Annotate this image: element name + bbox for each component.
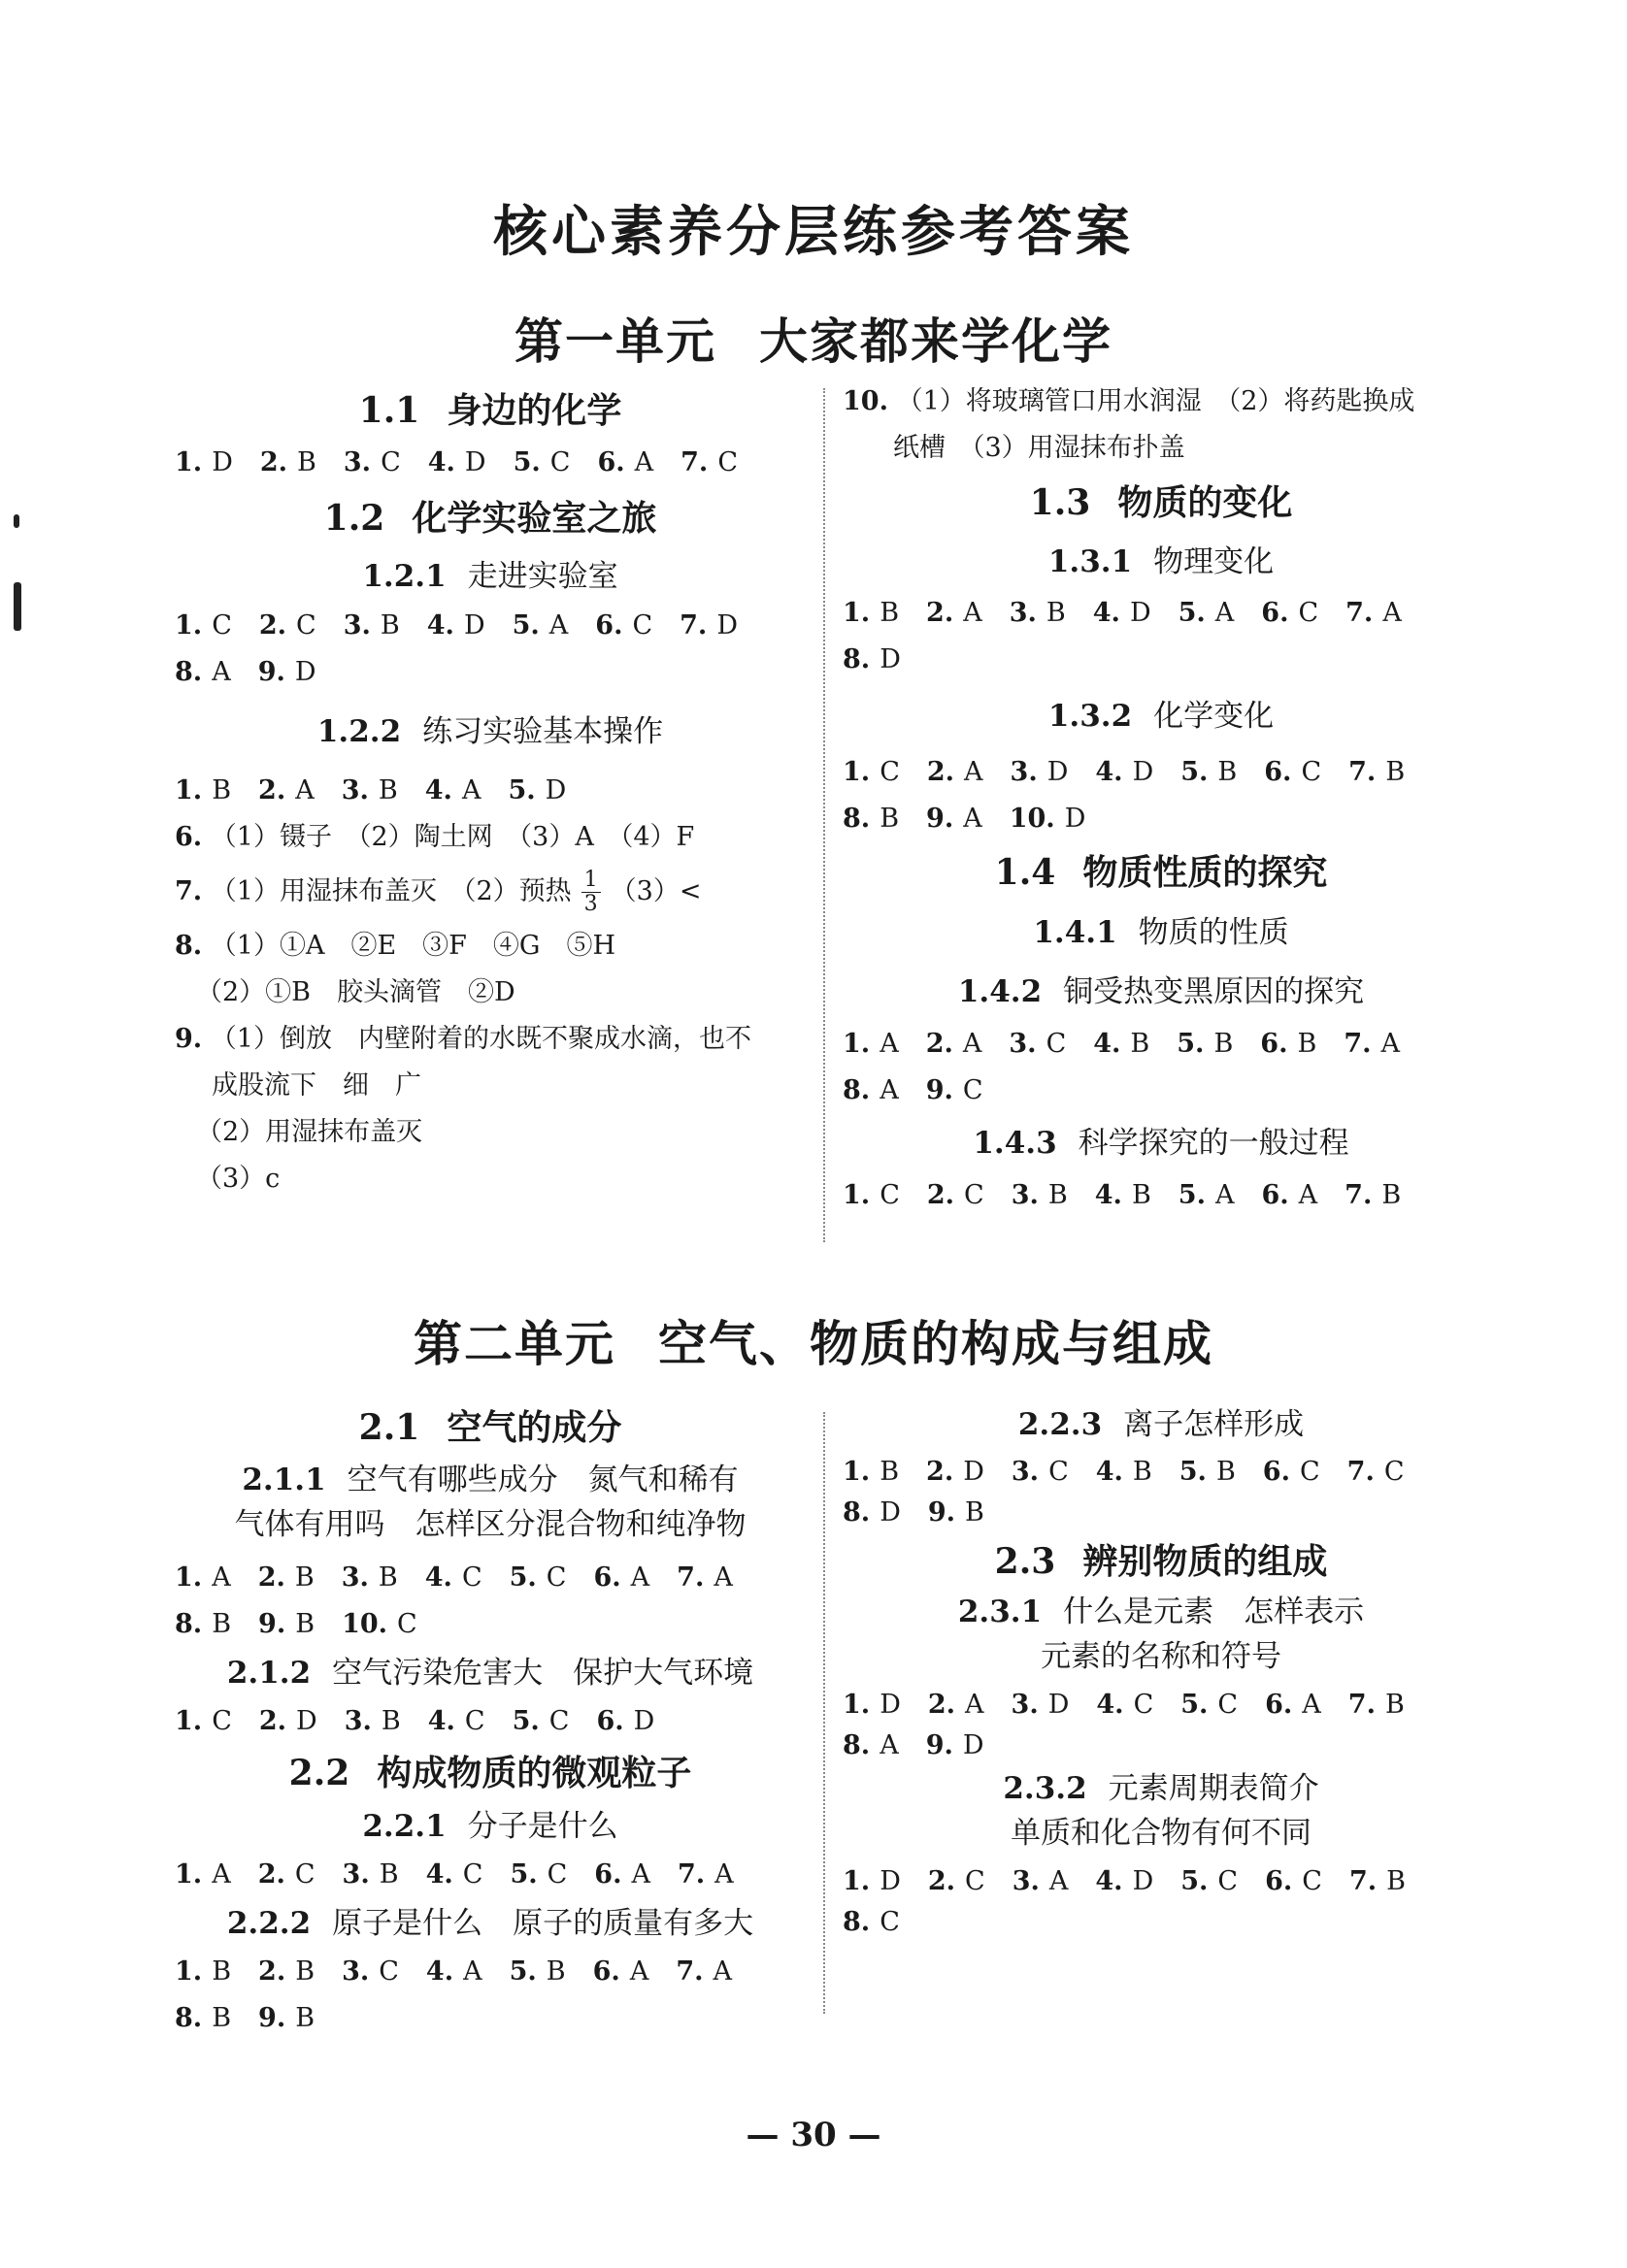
question-number: 3. [342,1956,370,1987]
answer-row [843,1021,1479,1068]
subsection-1-2-1-heading: 1.2.1 走进实验室 [362,559,618,594]
question-number: 2. [258,1956,286,1987]
answer-choice: C [212,1706,232,1736]
section-2-1-heading: 2.1 空气的成分 [358,1407,622,1448]
question-number: 8. [843,644,871,674]
answer-choice: D [963,1457,984,1487]
answer-choice: B [294,1562,315,1593]
answer-6: 6. （1）镊子 （2）陶土网 （3）A （4）F [175,822,695,852]
answer-choice: B [212,2003,232,2033]
question-number: 4. [1092,598,1120,628]
answer-choice: C [397,1609,417,1639]
question-number: 4. [427,447,455,477]
answer-choice: C [1133,1690,1154,1720]
question-number: 3. [1012,1866,1040,1896]
question-number: 1. [843,1866,871,1896]
unit-2-right-column [843,1397,1479,1943]
page-number: — 30 — [746,2116,881,2154]
question-number: 6. [1265,1690,1293,1720]
question-number: 6. [595,610,623,641]
question-number: 9. [257,657,285,687]
question-number: 5. [512,1706,540,1736]
question-number: 4. [426,610,454,641]
answer-9-line-2: 成股流下 细 广 [212,1070,421,1101]
answer-choice: A [963,598,982,628]
answer-choice: A [212,1859,231,1890]
answer-choice: B [1130,1029,1150,1059]
unit-1-name: 大家都来学化学 [759,312,1112,370]
answer-choice: D [1132,1866,1154,1896]
question-number: 9. [927,1497,956,1528]
question-number: 9. [258,1609,286,1639]
question-number: 4. [1095,1866,1123,1896]
answer-choice: C [880,1180,900,1210]
answer-10-line-2: 纸槽 （3）用湿抹布扑盖 [893,433,1185,463]
question-number: 1. [175,775,203,805]
answer-9-line-4: （3）c [196,1164,281,1194]
answer-choice: B [1131,1180,1151,1210]
answer-row [175,1601,806,1648]
question-number: 7. [677,1859,706,1890]
margin-mark [14,582,21,631]
answer-choice: B [1217,757,1238,787]
answer-choice: B [880,1457,900,1487]
question-number: 5. [1178,1180,1206,1210]
answer-choice: A [880,1029,899,1059]
question-number: 5. [510,1859,538,1890]
question-number: 8. [843,1730,871,1760]
question-number: 8. [843,1907,871,1937]
answer-choice: A [463,1956,482,1987]
page-number-value: 30 [790,2116,837,2154]
subsection-2-3-1-heading: 2.3.1 什么是元素 怎样表示 元素的名称和符号 [957,1594,1365,1674]
answer-choice: B [295,1609,315,1639]
answer-choice: A [880,1075,899,1105]
answer-choice: C [717,447,738,477]
question-number: 2. [257,1859,285,1890]
question-number: 6. [596,1706,624,1736]
answer-choice: B [880,598,900,628]
answer-choice: D [880,1690,901,1720]
unit-1-right-column [843,378,1479,1219]
answer-choice: D [1046,757,1069,787]
answer-choice: D [545,775,567,805]
answer-choice: D [464,447,486,477]
page-title: 核心素养分层练参考答案 [493,200,1134,264]
fraction: $\frac{1}{3}$ [581,869,601,916]
question-number: 5. [1180,757,1209,787]
answer-choice: A [634,447,654,477]
answer-choice: B [1297,1029,1317,1059]
question-number: 2. [926,757,955,787]
answer-choice: D [962,1730,984,1760]
question-number: 8. [843,804,871,834]
question-number: 1. [843,598,871,628]
question-number: 4. [1095,757,1123,787]
question-number: 3. [1011,1457,1040,1487]
answer-row [843,1452,1479,1493]
unit-2-left-column [175,1397,806,2042]
answer-choice: D [1064,804,1086,834]
answer-row [843,1685,1479,1726]
answer-choice: A [1302,1690,1321,1720]
answer-choice: B [1132,1457,1152,1487]
answer-choice: A [714,1859,734,1890]
question-number: 4. [1094,1180,1122,1210]
answer-choice: D [1132,757,1154,787]
question-number: 3. [1011,1690,1039,1720]
answer-choice: B [212,775,232,805]
answer-choice: B [295,1956,315,1987]
answer-choice: C [965,1866,985,1896]
answer-choice: C [1301,757,1322,787]
question-number: 5. [508,775,536,805]
question-number: 8. [175,657,203,687]
answer-choice: A [212,1562,231,1593]
question-number: 6. [1262,1457,1290,1487]
subsection-2-2-1-heading: 2.2.1 分子是什么 [362,1809,618,1844]
answer-choice: B [1046,598,1066,628]
answer-row [175,1949,806,1995]
answer-choice: D [880,1497,901,1528]
answer-choice: D [880,644,901,674]
question-number: 3. [1009,598,1037,628]
answer-choice: D [880,1866,901,1896]
question-number: 6. [1265,1866,1293,1896]
answer-choice: C [964,1180,984,1210]
answer-row [175,1995,806,2042]
question-number: 7. [676,1956,704,1987]
answer-choice: D [633,1706,655,1736]
answer-row [843,796,1479,842]
question-number: 7. [1346,1457,1375,1487]
answer-choice: A [1214,598,1235,628]
subsection-2-1-2-heading: 2.1.2 空气污染危害大 保护大气环境 [226,1656,754,1691]
unit-2-title [0,1305,1627,1375]
question-number: 2. [926,598,954,628]
question-number: 5. [1178,598,1206,628]
unit-1-number: 第一单元 [515,312,716,370]
answer-choice: D [1047,1690,1070,1720]
question-number: 1. [843,1457,871,1487]
answer-choice: B [212,1956,232,1987]
subsection-1-4-2-heading: 1.4.2 铜受热变黑原因的探究 [957,974,1365,1009]
subsection-1-3-1-heading: 1.3.1 物理变化 [1047,544,1275,579]
column-divider [823,1412,825,2014]
answer-choice: C [294,1859,315,1890]
answer-choice: C [1383,1457,1405,1487]
answer-choice: A [713,1956,733,1987]
question-number: 4. [427,1706,455,1736]
question-number: 1. [843,1690,871,1720]
question-number: 8. [175,1609,203,1639]
question-number: 2. [258,610,287,641]
question-number: 10. [342,1609,388,1639]
subsection-2-2-2-heading: 2.2.2 原子是什么 原子的质量有多大 [226,1906,754,1941]
answer-choice: A [631,1859,650,1890]
question-number: 4. [424,1562,452,1593]
answer-row [843,1493,1479,1533]
answer-8-line-2: （2）①B 胶头滴管 ②D [196,977,515,1007]
answer-choice: B [380,610,400,641]
question-number: 4. [1093,1029,1121,1059]
question-number: 3. [342,1859,370,1890]
answer-choice: B [378,1562,398,1593]
answer-choice: C [462,1859,483,1890]
question-number: 6. [593,1562,621,1593]
section-1-2-heading: 1.2 化学实验室之旅 [323,498,657,539]
question-number: 6. [594,1859,622,1890]
answer-choice: C [212,610,232,641]
question-number: 3. [341,1562,369,1593]
answer-choice: A [212,657,231,687]
section-2-2-heading: 2.2 构成物质的微观粒子 [288,1753,692,1793]
answer-choice: B [965,1497,984,1528]
question-number: 6. [597,447,625,477]
answer-row [843,637,1479,683]
answer-choice: C [1298,598,1319,628]
answer-9-line-3: （2）用湿抹布盖灭 [196,1117,423,1147]
answer-8: 8. （1）①A ②E ③F ④G ⑤H [175,931,616,961]
answer-choice: C [1299,1457,1320,1487]
question-number: 1. [175,1859,203,1890]
question-number: 1. [843,1180,871,1210]
question-number: 9. [925,1075,953,1105]
question-number: 3. [344,1706,372,1736]
question-number: 5. [513,447,541,477]
question-number: 7. [1345,1180,1373,1210]
answer-row [843,590,1479,637]
question-number: 3. [1009,1029,1037,1059]
answer-row [843,1902,1479,1943]
answer-choice: C [962,1075,983,1105]
answer-choice: C [880,1907,900,1937]
question-number: 4. [425,1956,454,1987]
answer-choice: B [546,1956,566,1987]
question-number: 5. [509,1956,537,1987]
question-number: 9. [925,1730,953,1760]
unit-1-left-column [175,383,806,1202]
answer-row [843,1172,1479,1219]
question-number: 1. [843,757,871,787]
answer-choice: A [548,610,569,641]
question-number: 2. [926,1457,954,1487]
question-number: 1. [175,447,203,477]
answer-choice: D [1129,598,1151,628]
question-number: 4. [425,1859,453,1890]
answer-choice: A [1298,1180,1318,1210]
question-number: 2. [927,1866,956,1896]
answer-choice: B [381,1706,401,1736]
answer-choice: A [880,1730,899,1760]
question-number: 7. [680,610,708,641]
question-number: 5. [509,1562,537,1593]
question-number: 2. [925,1029,953,1059]
question-number: 7. [681,447,709,477]
margin-mark [14,514,19,528]
question-number: 2. [258,1706,287,1736]
question-number: 3. [1011,1180,1039,1210]
unit-2-number: 第二单元 [414,1315,615,1372]
question-number: 4. [1096,1690,1124,1720]
question-number: 3. [343,447,372,477]
answer-choice: A [629,1956,649,1987]
answer-choice: A [963,804,982,834]
subsection-1-2-2-heading: 1.2.2 练习实验基本操作 [316,714,664,749]
section-1-3-heading: 1.3 物质的变化 [1029,482,1293,523]
answer-choice: A [965,1690,984,1720]
answer-choice: C [1048,1457,1069,1487]
answer-choice: B [212,1609,232,1639]
subsection-1-4-1-heading: 1.4.1 物质的性质 [1033,915,1289,950]
question-number: 8. [843,1075,871,1105]
question-number: 6. [1264,757,1292,787]
answer-choice: C [1302,1866,1322,1896]
answer-row [175,603,806,649]
question-number: 5. [1180,1866,1209,1896]
question-number: 5. [1180,1690,1209,1720]
answer-row [175,440,806,486]
answer-choice: B [378,775,398,805]
subsection-1-3-2-heading: 1.3.2 化学变化 [1047,699,1275,734]
question-number: 9. [258,2003,286,2033]
question-number: 3. [341,775,369,805]
answer-row [175,768,806,814]
answer-choice: C [549,447,571,477]
answer-choice: B [1386,1866,1406,1896]
answer-choice: D [294,657,316,687]
answer-row [175,1852,806,1898]
question-number: 3. [343,610,371,641]
question-number: 2. [927,1690,956,1720]
answer-choice: B [1381,1180,1402,1210]
answer-row [843,1068,1479,1114]
question-number: 1. [175,1706,203,1736]
answer-choice: C [548,1706,570,1736]
answer-choice: D [296,1706,317,1736]
question-number: 5. [1179,1457,1207,1487]
answer-choice: A [295,775,315,805]
question-number: 5. [1177,1029,1205,1059]
answer-choice: A [714,1562,733,1593]
answer-choice: B [1047,1180,1068,1210]
answer-choice: C [381,447,401,477]
question-number: 8. [843,1497,871,1528]
answer-choice: D [716,610,738,641]
question-number: 5. [512,610,540,641]
answer-choice: B [1215,1457,1236,1487]
column-divider [823,388,825,1242]
answer-choice: A [962,1029,982,1059]
answer-choice: A [964,757,983,787]
answer-choice: B [1384,1690,1405,1720]
answer-choice: B [297,447,316,477]
answer-row [843,1726,1479,1766]
answer-choice: A [1382,598,1402,628]
question-number: 7. [677,1562,705,1593]
unit-2-name: 空气、物质的构成与组成 [658,1315,1213,1372]
question-number: 7. [1347,1690,1376,1720]
subsection-2-3-2-heading: 2.3.2 元素周期表简介 单质和化合物有何不同 [1003,1771,1319,1851]
answer-7: 7. （1）用湿抹布盖灭 （2）预热 $\frac{1}{3}$ （3）< [175,868,702,916]
question-number: 7. [1344,1029,1372,1059]
answer-10: 10. （1）将玻璃管口用水润湿 （2）将药匙换成 [843,386,1415,416]
answer-choice: B [379,1859,399,1890]
question-number: 2. [259,447,288,477]
question-number: 7. [1345,598,1374,628]
answer-choice: C [464,1706,485,1736]
subsection-2-2-3-heading: 2.2.3 离子怎样形成 [1017,1407,1305,1442]
question-number: 2. [258,775,286,805]
question-number: 4. [1095,1457,1123,1487]
answer-choice: D [463,610,485,641]
answer-choice: A [1380,1029,1401,1059]
question-number: 9. [926,804,954,834]
question-number: 6. [1261,1180,1289,1210]
answer-9: 9. （1）倒放 内壁附着的水既不聚成水滴，也不 [175,1024,751,1054]
question-number: 3. [1010,757,1038,787]
question-number: 1. [843,1029,871,1059]
answer-choice: C [1046,1029,1067,1059]
answer-row [175,1555,806,1601]
question-number: 7. [1348,757,1377,787]
question-number: 8. [175,2003,203,2033]
answer-choice: B [1385,757,1406,787]
answer-row [175,1698,806,1745]
section-1-1-heading: 1.1 身边的化学 [358,390,622,431]
subsection-2-1-1-heading: 2.1.1 空气有哪些成分 氮气和稀有 气体有用吗 怎样区分混合物和纯净物 [234,1463,747,1542]
answer-choice: C [461,1562,482,1593]
unit-1-title [0,303,1627,373]
answer-choice: C [1217,1690,1239,1720]
answer-choice: A [1214,1180,1235,1210]
answer-choice: B [880,804,900,834]
question-number: 1. [175,1956,203,1987]
answer-choice: B [1213,1029,1234,1059]
answer-choice: C [1217,1866,1239,1896]
answer-choice: A [461,775,481,805]
answer-choice: A [1048,1866,1069,1896]
question-number: 1. [175,610,203,641]
answer-row [843,749,1479,796]
answer-choice: C [632,610,653,641]
answer-choice: C [379,1956,399,1987]
subsection-1-4-3-heading: 1.4.3 科学探究的一般过程 [973,1126,1349,1161]
answer-choice: A [630,1562,650,1593]
answer-choice: D [212,447,233,477]
answer-choice: C [880,757,900,787]
answer-choice: C [547,1859,568,1890]
question-number: 2. [926,1180,955,1210]
answer-row [175,649,806,696]
question-number: 7. [1348,1866,1378,1896]
question-number: 6. [1261,598,1289,628]
answer-choice: C [546,1562,567,1593]
section-1-4-heading: 1.4 物质性质的探究 [994,852,1328,893]
answer-choice: C [296,610,316,641]
question-number: 2. [257,1562,285,1593]
question-number: 6. [1260,1029,1288,1059]
question-number: 10. [1009,804,1055,834]
answer-row [843,1861,1479,1902]
answer-choice: B [295,2003,315,2033]
section-2-3-heading: 2.3 辨别物质的组成 [994,1541,1328,1582]
question-number: 4. [424,775,452,805]
question-number: 1. [175,1562,203,1593]
question-number: 6. [592,1956,620,1987]
